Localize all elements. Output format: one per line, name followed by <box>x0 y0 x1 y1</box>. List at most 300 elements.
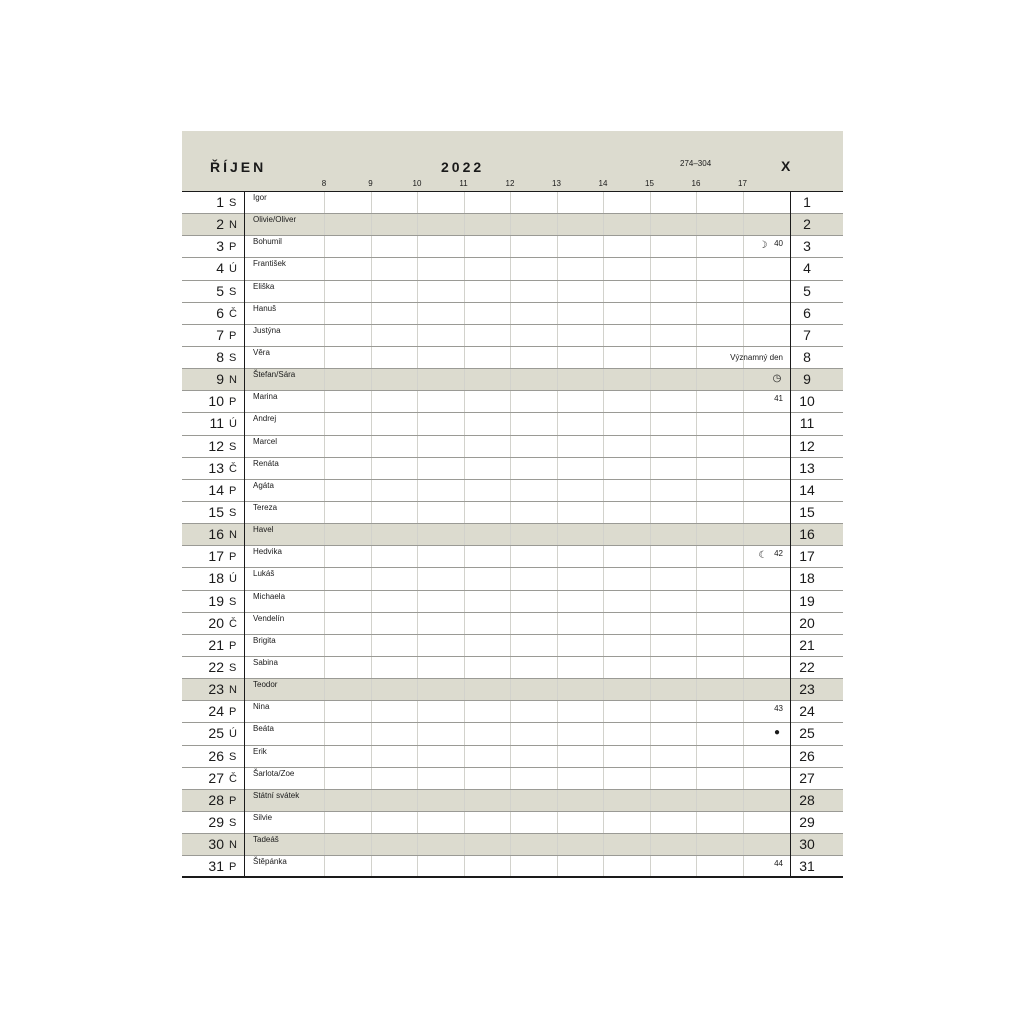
month-title: ŘÍJEN <box>210 159 267 175</box>
time-slot-line <box>324 723 325 744</box>
time-slot-line <box>603 635 604 656</box>
time-slot-line <box>510 856 511 877</box>
day-number: 22 <box>208 658 224 675</box>
day-row[interactable] <box>182 790 843 812</box>
time-slot-line <box>510 281 511 302</box>
weekday-abbr: S <box>229 816 237 829</box>
weekday-abbr: P <box>229 861 237 874</box>
time-slot-line <box>696 856 697 877</box>
time-slot-line <box>417 701 418 722</box>
hour-label: 15 <box>645 179 654 188</box>
time-slot-line <box>510 236 511 257</box>
time-slot-line <box>650 524 651 545</box>
hour-label: 10 <box>412 179 422 188</box>
time-slot-line <box>417 236 418 257</box>
time-slot-line <box>510 657 511 678</box>
calendar-header <box>182 131 843 191</box>
time-slot-line <box>464 768 465 789</box>
time-slot-line <box>371 546 372 567</box>
day-number-right: 26 <box>799 747 815 764</box>
time-slot-line <box>371 834 372 855</box>
time-slot-line <box>324 480 325 501</box>
nameday-name: Andrej <box>253 414 277 424</box>
time-slot-line <box>696 812 697 833</box>
time-slot-line <box>557 591 558 612</box>
day-number-right: 9 <box>803 371 811 388</box>
day-number: 15 <box>208 503 224 520</box>
time-slot-line <box>696 746 697 767</box>
time-slot-line <box>510 701 511 722</box>
day-row[interactable] <box>182 436 843 458</box>
time-slot-line <box>603 236 604 257</box>
day-number: 18 <box>208 570 224 587</box>
nameday-name: Státní svátek <box>253 790 300 800</box>
nameday-name: Marcel <box>253 436 278 446</box>
time-slot-line <box>324 524 325 545</box>
day-row[interactable] <box>182 281 843 303</box>
time-slot-line <box>603 325 604 346</box>
time-slot-line <box>557 856 558 877</box>
time-slot-line <box>557 546 558 567</box>
day-row[interactable] <box>182 746 843 768</box>
day-row[interactable] <box>182 369 843 391</box>
time-slot-line <box>510 679 511 700</box>
weekday-abbr: P <box>229 794 237 807</box>
day-number: 27 <box>208 769 224 786</box>
time-slot-line <box>650 436 651 457</box>
time-slot-line <box>464 746 465 767</box>
time-slot-line <box>510 458 511 479</box>
time-slot-line <box>510 768 511 789</box>
bottom-divider <box>182 876 843 878</box>
weekday-abbr: P <box>229 241 237 254</box>
nameday-name: Beáta <box>253 724 274 734</box>
time-slot-line <box>510 502 511 523</box>
time-slot-line <box>650 192 651 213</box>
nameday-name: Sabina <box>253 657 278 667</box>
time-slot-line <box>603 768 604 789</box>
weekday-abbr: N <box>229 839 237 852</box>
time-slot-line <box>696 391 697 412</box>
time-slot-line <box>510 812 511 833</box>
moon-last-quarter-icon: ☾ <box>758 550 768 562</box>
time-slot-line <box>743 679 744 700</box>
time-slot-line <box>464 856 465 877</box>
weekday-abbr: S <box>229 661 237 674</box>
nameday-name: Lukáš <box>253 569 275 579</box>
day-number: 9 <box>216 371 224 388</box>
day-row[interactable] <box>182 701 843 723</box>
weekday-abbr: P <box>229 551 237 564</box>
day-row[interactable] <box>182 768 843 790</box>
time-slot-line <box>464 480 465 501</box>
day-number-right: 4 <box>803 260 811 277</box>
time-slot-line <box>464 281 465 302</box>
time-slot-line <box>603 436 604 457</box>
day-row[interactable] <box>182 236 843 258</box>
time-slot-line <box>603 812 604 833</box>
time-slot-line <box>464 258 465 279</box>
time-slot-line <box>603 746 604 767</box>
time-slot-line <box>464 546 465 567</box>
time-slot-line <box>324 413 325 434</box>
nameday-name: Bohumil <box>253 237 282 247</box>
time-slot-line <box>324 834 325 855</box>
time-slot-line <box>696 325 697 346</box>
time-slot-line <box>324 369 325 390</box>
day-number: 31 <box>208 858 224 875</box>
time-slot-line <box>557 303 558 324</box>
time-slot-line <box>371 258 372 279</box>
time-slot-line <box>464 192 465 213</box>
weekday-abbr: Č <box>229 462 237 475</box>
time-slot-line <box>417 613 418 634</box>
time-slot-line <box>324 746 325 767</box>
weekday-abbr: P <box>229 329 237 342</box>
weekday-abbr: N <box>229 684 237 697</box>
day-number: 28 <box>208 791 224 808</box>
nameday-name: Hedvika <box>253 547 282 557</box>
day-number: 13 <box>208 459 224 476</box>
time-slot-line <box>464 303 465 324</box>
time-slot-line <box>324 347 325 368</box>
day-row[interactable] <box>182 524 843 546</box>
day-row[interactable] <box>182 214 843 236</box>
day-number: 1 <box>216 194 224 210</box>
day-number: 8 <box>216 348 224 365</box>
time-slot-line <box>603 613 604 634</box>
weekday-abbr: Ú <box>229 728 237 741</box>
nameday-name: Hanuš <box>253 303 277 313</box>
time-slot-line <box>510 303 511 324</box>
day-number-right: 31 <box>799 858 815 875</box>
time-slot-line <box>696 657 697 678</box>
time-slot-line <box>696 258 697 279</box>
day-row[interactable] <box>182 834 843 856</box>
time-slot-line <box>510 746 511 767</box>
day-number: 16 <box>208 526 224 543</box>
time-slot-line <box>743 369 744 390</box>
day-number-right: 12 <box>799 437 815 454</box>
weekday-abbr: P <box>229 396 237 409</box>
calendar-page <box>182 131 843 879</box>
time-slot-line <box>371 480 372 501</box>
time-slot-line <box>417 657 418 678</box>
nameday-name: Štefan/Sára <box>253 370 296 380</box>
time-slot-line <box>650 325 651 346</box>
time-slot-line <box>650 856 651 877</box>
time-slot-line <box>417 679 418 700</box>
day-number: 2 <box>216 216 224 233</box>
time-slot-line <box>324 679 325 700</box>
time-slot-line <box>696 413 697 434</box>
time-slot-line <box>603 347 604 368</box>
day-number-right: 17 <box>799 548 815 565</box>
time-slot-line <box>324 192 325 213</box>
right-divider <box>790 192 791 878</box>
time-slot-line <box>510 413 511 434</box>
time-slot-line <box>324 812 325 833</box>
day-number-right: 25 <box>799 725 815 742</box>
time-slot-line <box>324 768 325 789</box>
day-row[interactable] <box>182 812 843 834</box>
time-slot-line <box>324 391 325 412</box>
day-number: 24 <box>208 703 224 720</box>
time-slot-line <box>324 502 325 523</box>
time-slot-line <box>743 214 744 235</box>
time-slot-line <box>464 635 465 656</box>
time-slot-line <box>650 834 651 855</box>
time-slot-line <box>417 436 418 457</box>
time-slot-line <box>371 746 372 767</box>
nameday-name: Teodor <box>253 680 278 690</box>
time-slot-line <box>603 834 604 855</box>
new-moon-icon: ● <box>773 727 781 739</box>
day-row[interactable] <box>182 258 843 280</box>
time-slot-line <box>557 812 558 833</box>
day-number: 26 <box>208 747 224 764</box>
day-number: 23 <box>208 681 224 698</box>
hour-label: 14 <box>598 179 608 188</box>
time-slot-line <box>743 546 744 567</box>
day-row[interactable] <box>182 192 843 214</box>
nameday-name: Věra <box>253 347 270 357</box>
time-slot-line <box>324 856 325 877</box>
time-slot-line <box>650 812 651 833</box>
time-slot-line <box>464 502 465 523</box>
time-slot-line <box>371 635 372 656</box>
week-number: 43 <box>774 704 783 714</box>
time-slot-line <box>324 546 325 567</box>
time-slot-line <box>696 236 697 257</box>
day-row[interactable] <box>182 568 843 590</box>
time-slot-line <box>557 657 558 678</box>
day-row[interactable] <box>182 723 843 745</box>
weekday-abbr: S <box>229 351 237 364</box>
time-slot-line <box>510 436 511 457</box>
day-number: 14 <box>208 481 224 498</box>
day-row[interactable] <box>182 303 843 325</box>
time-slot-line <box>371 413 372 434</box>
time-slot-line <box>650 635 651 656</box>
left-divider <box>244 192 245 878</box>
hour-label: 9 <box>368 179 373 188</box>
day-number-right: 8 <box>803 348 811 365</box>
time-slot-line <box>696 635 697 656</box>
time-slot-line <box>743 568 744 589</box>
time-slot-line <box>464 613 465 634</box>
time-slot-line <box>371 192 372 213</box>
time-slot-line <box>371 458 372 479</box>
nameday-name: František <box>253 259 286 269</box>
day-row[interactable] <box>182 635 843 657</box>
time-slot-line <box>743 768 744 789</box>
time-slot-line <box>371 657 372 678</box>
time-slot-line <box>324 568 325 589</box>
day-row[interactable] <box>182 347 843 369</box>
weekday-abbr: S <box>229 440 237 453</box>
time-slot-line <box>557 369 558 390</box>
time-slot-line <box>371 524 372 545</box>
time-slot-line <box>371 281 372 302</box>
day-row[interactable] <box>182 391 843 413</box>
time-slot-line <box>743 834 744 855</box>
time-slot-line <box>557 214 558 235</box>
time-slot-line <box>650 568 651 589</box>
time-slot-line <box>557 281 558 302</box>
hour-label: 12 <box>505 179 515 188</box>
time-slot-line <box>650 790 651 811</box>
weekday-abbr: S <box>229 197 237 209</box>
time-slot-line <box>650 591 651 612</box>
day-number: 5 <box>216 282 224 299</box>
time-slot-line <box>510 347 511 368</box>
time-slot-line <box>696 790 697 811</box>
weekday-abbr: N <box>229 219 237 232</box>
time-slot-line <box>510 480 511 501</box>
day-number-right: 5 <box>803 282 811 299</box>
time-slot-line <box>696 723 697 744</box>
time-slot-line <box>743 391 744 412</box>
time-slot-line <box>743 480 744 501</box>
day-row[interactable] <box>182 325 843 347</box>
time-slot-line <box>603 502 604 523</box>
year-title: 2022 <box>441 159 485 175</box>
time-slot-line <box>464 524 465 545</box>
time-slot-line <box>417 303 418 324</box>
time-slot-line <box>464 347 465 368</box>
time-slot-line <box>650 458 651 479</box>
time-slot-line <box>557 746 558 767</box>
time-slot-line <box>557 834 558 855</box>
time-slot-line <box>557 480 558 501</box>
time-slot-line <box>324 458 325 479</box>
time-slot-line <box>417 458 418 479</box>
day-row[interactable] <box>182 657 843 679</box>
day-number: 6 <box>216 304 224 321</box>
time-slot-line <box>371 436 372 457</box>
time-slot-line <box>510 192 511 213</box>
day-row[interactable] <box>182 458 843 480</box>
time-slot-line <box>650 746 651 767</box>
day-row[interactable] <box>182 480 843 502</box>
day-row[interactable] <box>182 502 843 524</box>
time-slot-line <box>743 281 744 302</box>
time-slot-line <box>417 413 418 434</box>
weekday-abbr: Č <box>229 617 237 630</box>
time-slot-line <box>696 303 697 324</box>
time-slot-line <box>743 524 744 545</box>
time-slot-line <box>603 546 604 567</box>
day-number-right: 2 <box>803 216 811 233</box>
time-slot-line <box>464 325 465 346</box>
day-row[interactable] <box>182 591 843 613</box>
day-number-right: 6 <box>803 304 811 321</box>
time-slot-line <box>324 214 325 235</box>
day-row[interactable] <box>182 613 843 635</box>
time-slot-line <box>650 679 651 700</box>
time-slot-line <box>510 524 511 545</box>
time-slot-line <box>557 701 558 722</box>
time-slot-line <box>324 701 325 722</box>
time-slot-line <box>510 591 511 612</box>
time-slot-line <box>557 679 558 700</box>
clock-icon: ◷ <box>772 373 782 385</box>
time-slot-line <box>557 325 558 346</box>
weekday-abbr: S <box>229 285 237 298</box>
time-slot-line <box>371 768 372 789</box>
time-slot-line <box>696 281 697 302</box>
time-slot-line <box>650 480 651 501</box>
nameday-name: Erik <box>253 746 267 756</box>
day-number-right: 7 <box>803 326 811 343</box>
time-slot-line <box>743 657 744 678</box>
day-row[interactable] <box>182 679 843 701</box>
time-slot-line <box>464 214 465 235</box>
day-row[interactable] <box>182 413 843 435</box>
time-slot-line <box>417 347 418 368</box>
time-slot-line <box>510 723 511 744</box>
day-row[interactable] <box>182 546 843 568</box>
weekday-abbr: S <box>229 750 237 763</box>
roman-month-number: X <box>781 158 791 174</box>
time-slot-line <box>557 413 558 434</box>
time-slot-line <box>743 258 744 279</box>
time-slot-line <box>557 436 558 457</box>
time-slot-line <box>417 281 418 302</box>
time-slot-line <box>324 325 325 346</box>
time-slot-line <box>696 214 697 235</box>
time-slot-line <box>464 790 465 811</box>
time-slot-line <box>696 436 697 457</box>
hour-label: 17 <box>738 179 747 188</box>
weekday-abbr: P <box>229 484 237 497</box>
day-number-right: 10 <box>799 393 815 410</box>
time-slot-line <box>417 502 418 523</box>
time-slot-line <box>510 834 511 855</box>
time-slot-line <box>371 856 372 877</box>
nameday-name: Olivie/Oliver <box>253 215 297 225</box>
time-slot-line <box>417 591 418 612</box>
week-number: 40 <box>774 239 783 249</box>
time-slot-line <box>510 391 511 412</box>
nameday-name: Michaela <box>253 591 286 601</box>
week-number: 44 <box>774 859 783 869</box>
time-slot-line <box>464 413 465 434</box>
day-number-right: 20 <box>799 614 815 631</box>
time-slot-line <box>417 546 418 567</box>
time-slot-line <box>417 568 418 589</box>
time-slot-line <box>417 635 418 656</box>
time-slot-line <box>417 746 418 767</box>
time-slot-line <box>743 701 744 722</box>
weekday-abbr: Ú <box>229 573 237 586</box>
weekday-abbr: Č <box>229 772 237 785</box>
time-slot-line <box>603 258 604 279</box>
nameday-name: Vendelín <box>253 613 285 623</box>
nameday-name: Havel <box>253 525 274 535</box>
time-slot-line <box>696 546 697 567</box>
day-number-right: 27 <box>799 769 815 786</box>
time-slot-line <box>510 258 511 279</box>
nameday-name: Renáta <box>253 458 279 468</box>
time-slot-line <box>696 834 697 855</box>
time-slot-line <box>650 303 651 324</box>
time-slot-line <box>650 546 651 567</box>
time-slot-line <box>696 768 697 789</box>
time-slot-line <box>510 546 511 567</box>
time-slot-line <box>743 502 744 523</box>
